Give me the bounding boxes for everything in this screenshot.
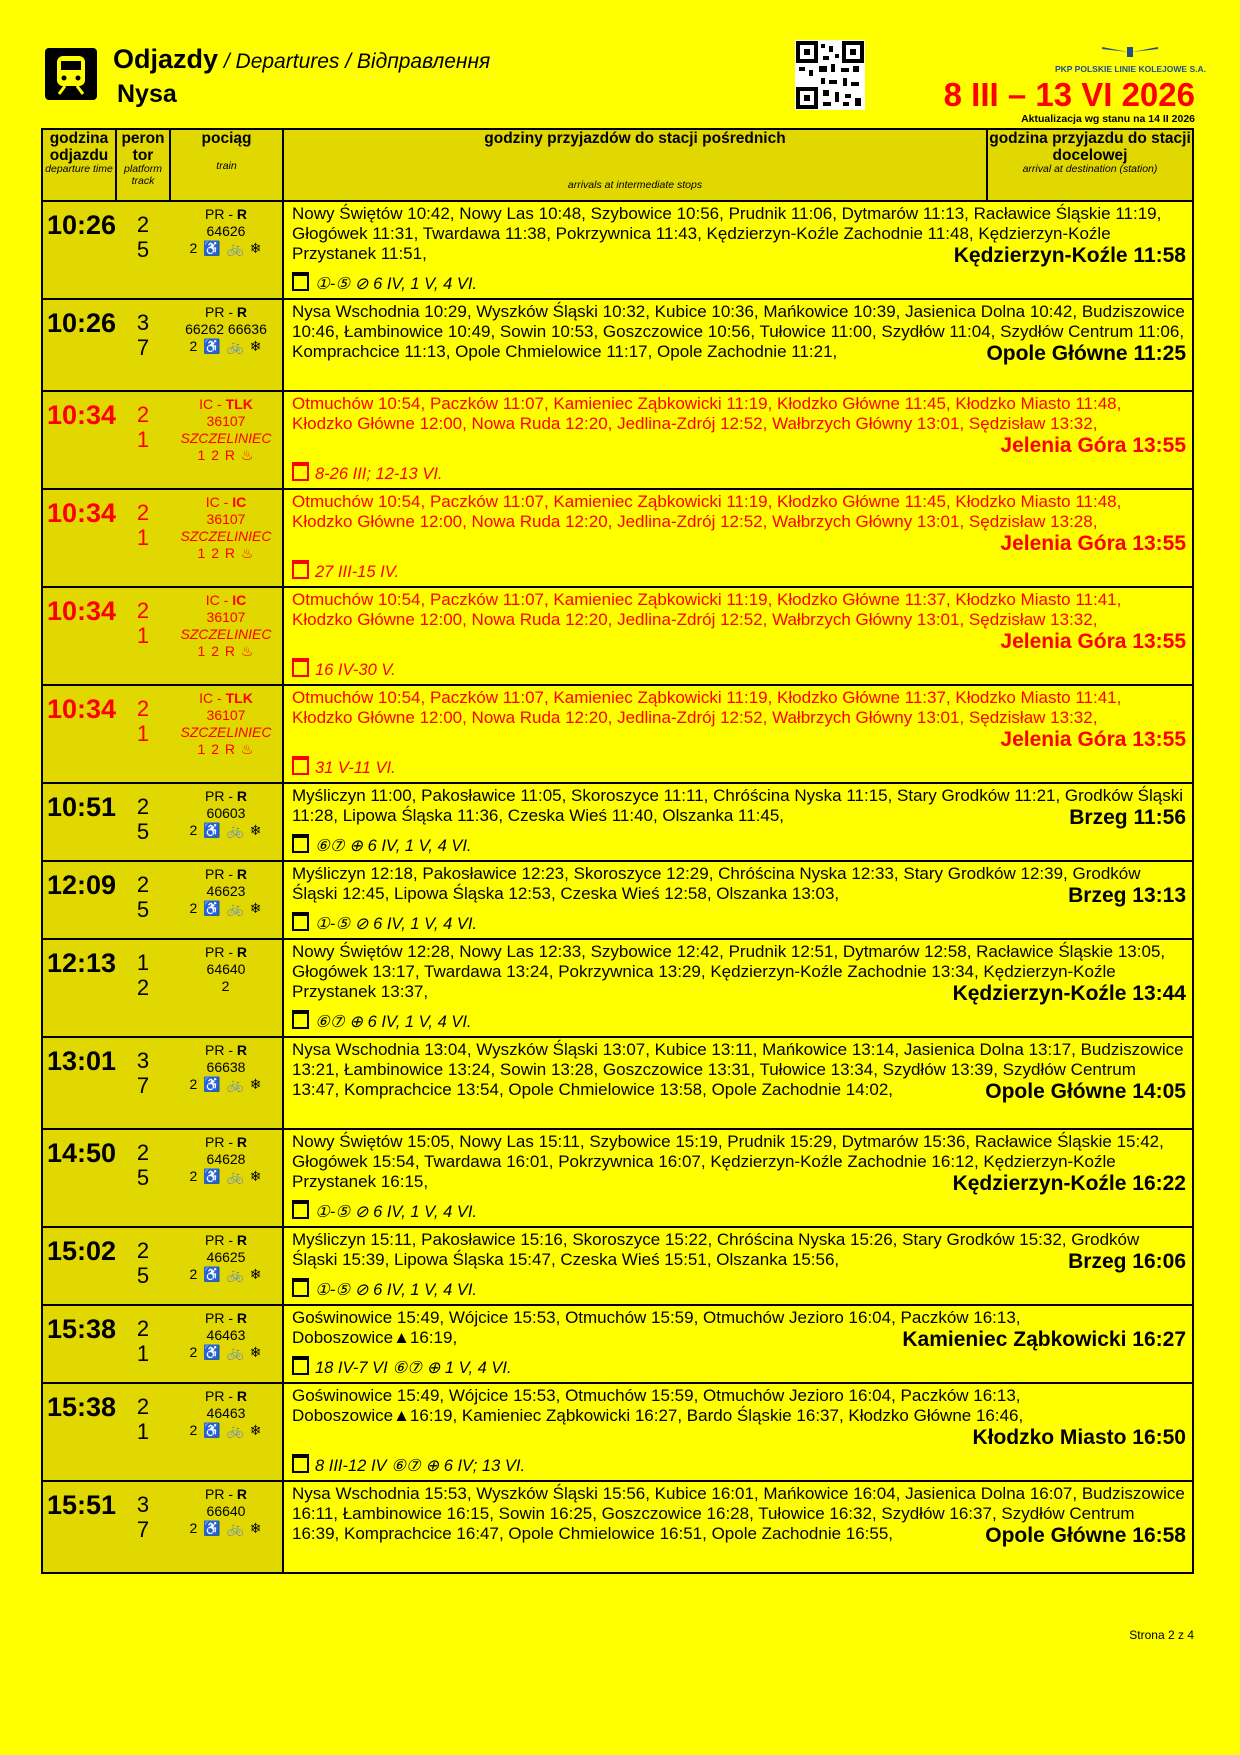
stops-cell: [283, 939, 1193, 1037]
departure-time: 13:01: [47, 1046, 117, 1076]
train-category: R: [236, 788, 248, 804]
train-cell: IC - IC 36107 SZCZELINIEC 1 2 R ♨: [170, 489, 283, 587]
departure-time: 15:38: [47, 1392, 117, 1422]
departure-time-cell: [42, 783, 116, 861]
train-number: 64628: [206, 1151, 246, 1167]
amenity-icons: 2: [221, 978, 231, 994]
departure-time-cell: [42, 1305, 116, 1383]
destination: Opole Główne 11:25: [986, 342, 1186, 365]
departure-time-cell: [42, 939, 116, 1037]
platform-number: 2: [136, 1140, 150, 1165]
train-cell: PR - R 60603 2 ♿ 🚲 ❄: [170, 783, 283, 861]
carrier: PR: [204, 1042, 225, 1058]
platform-number: 2: [136, 1316, 150, 1341]
col-stops: godziny przyjazdów do stacji pośrednich arrivals at intermediate stops: [283, 129, 987, 201]
train-name: SZCZELINIEC: [180, 626, 272, 642]
calendar-icon: [292, 462, 309, 481]
departure-time-cell: [42, 1481, 116, 1573]
track-number: 1: [136, 1419, 150, 1444]
train-name: SZCZELINIEC: [180, 724, 272, 740]
train-number: 64640: [206, 961, 246, 977]
operating-days: [292, 266, 1186, 294]
platform-cell: [116, 1129, 170, 1227]
operating-days: [292, 1350, 1186, 1378]
departure-row: [42, 299, 1193, 391]
carrier: PR: [204, 304, 225, 320]
carrier: PR: [204, 1232, 225, 1248]
stops-cell: [283, 1227, 1193, 1305]
amenity-icons: 1 2 R ♨: [197, 643, 255, 659]
destination: Jelenia Góra 13:55: [1000, 434, 1186, 457]
amenity-icons: 2 ♿ 🚲 ❄: [189, 240, 263, 256]
platform-cell: [116, 1305, 170, 1383]
platform-number: 3: [136, 310, 150, 335]
calendar-icon: [292, 912, 309, 931]
departure-row: [42, 861, 1193, 939]
amenity-icons: 2 ♿ 🚲 ❄: [189, 900, 263, 916]
intermediate-stops: Otmuchów 10:54, Paczków 11:07, Kamieniec Ząbkowicki 11:19, Kłodzko Główne 11:37, Kłodzko Miasto 11:41, Kłodzko Główne 12:00, Nowa Ruda 12:20, Jedlina-Zdrój 12:52, Wałbrzych Główny 13:01, Sędzisław 13:32,: [292, 590, 1122, 629]
departure-time: 10:34: [47, 400, 117, 430]
operating-days-text: 16 IV-30 V.: [315, 661, 396, 679]
calendar-icon: [292, 272, 309, 291]
train-number: 36107: [206, 609, 246, 625]
platform-cell: [116, 587, 170, 685]
carrier: IC: [199, 396, 214, 412]
train-number: 36107: [206, 511, 246, 527]
intermediate-stops: Nowy Świętów 15:05, Nowy Las 15:11, Szybowice 15:19, Prudnik 15:29, Dytmarów 15:36, Racławice Śląskie 15:42, Głogówek 15:54, Twardawa 16:01, Pokrzywnica 16:07, Kędzierzyn-Koźle Zachodnie 16:12, Kędzierzyn-Koźle Przystanek 16:15,: [292, 1132, 1164, 1191]
platform-cell: [116, 1383, 170, 1481]
track-number: 1: [136, 721, 150, 746]
train-category: R: [236, 944, 248, 960]
train-number: 66640: [206, 1503, 246, 1519]
train-category: R: [236, 206, 248, 222]
platform-cell: [116, 861, 170, 939]
departure-time: 15:51: [47, 1490, 117, 1520]
platform-number: 2: [136, 500, 150, 525]
operating-days: [292, 652, 1186, 680]
destination: Brzeg 13:13: [1068, 884, 1186, 907]
destination: Kłodzko Miasto 16:50: [972, 1426, 1186, 1449]
carrier: IC: [199, 690, 214, 706]
stops-cell: [283, 1037, 1193, 1129]
calendar-icon: [292, 1010, 309, 1029]
train-cell: PR - R 46625 2 ♿ 🚲 ❄: [170, 1227, 283, 1305]
departure-time: 12:13: [47, 948, 117, 978]
train-category: R: [236, 1486, 248, 1502]
departure-time-cell: [42, 1227, 116, 1305]
platform-cell: [116, 783, 170, 861]
operating-days-text: ⑥⑦ ⊕ 6 IV, 1 V, 4 VI.: [315, 1013, 472, 1031]
page-number: Strona 2 z 4: [1129, 1628, 1194, 1642]
intermediate-stops: Goświnowice 15:49, Wójcice 15:53, Otmuchów 15:59, Otmuchów Jezioro 16:04, Paczków 16:13, Doboszowice▲16:19, Kamieniec Ząbkowicki 16:27, Bardo Śląskie 16:37, Kłodzko Główne 16:46,: [292, 1386, 1024, 1425]
train-cell: PR - R 46623 2 ♿ 🚲 ❄: [170, 861, 283, 939]
track-number: 1: [136, 623, 150, 648]
train-category: R: [236, 1310, 248, 1326]
departure-time-cell: [42, 587, 116, 685]
destination: Brzeg 16:06: [1068, 1250, 1186, 1273]
calendar-icon: [292, 1200, 309, 1219]
platform-number: 2: [136, 794, 150, 819]
col-time: godzina odjazdu departure time: [42, 129, 116, 201]
platform-cell: [116, 1227, 170, 1305]
operating-days-text: 31 V-11 VI.: [315, 759, 396, 777]
stops-cell: [283, 201, 1193, 299]
train-category: IC: [232, 592, 247, 608]
operating-days-text: 27 III-15 IV.: [315, 563, 400, 581]
col-destination: godzina przyjazdu do stacji docelowej arrival at destination (station): [987, 129, 1193, 201]
destination: Jelenia Góra 13:55: [1000, 532, 1186, 555]
platform-cell: [116, 299, 170, 391]
destination: Kamieniec Ząbkowicki 16:27: [902, 1328, 1186, 1351]
stops-cell: [283, 783, 1193, 861]
operating-days: [292, 554, 1186, 582]
departure-time: 15:02: [47, 1236, 117, 1266]
train-name: SZCZELINIEC: [180, 430, 272, 446]
carrier: PR: [204, 1310, 225, 1326]
stops-cell: [283, 685, 1193, 783]
operating-days: [292, 828, 1186, 856]
stops-cell: [283, 1383, 1193, 1481]
destination: Opole Główne 14:05: [985, 1080, 1186, 1103]
departures-table: [41, 128, 1194, 1574]
departure-time: 10:26: [47, 308, 117, 338]
stops-cell: [283, 1129, 1193, 1227]
track-number: 5: [136, 897, 150, 922]
operating-days-text: ①-⑤ ⊘ 6 IV, 1 V, 4 VI.: [315, 1203, 478, 1221]
carrier: PR: [204, 866, 225, 882]
platform-number: 2: [136, 598, 150, 623]
track-number: 5: [136, 819, 150, 844]
operating-days-text: ①-⑤ ⊘ 6 IV, 1 V, 4 VI.: [315, 1281, 478, 1299]
train-cell: PR - R 66262 66636 2 ♿ 🚲 ❄: [170, 299, 283, 391]
departure-time-cell: [42, 299, 116, 391]
departure-row: [42, 1305, 1193, 1383]
platform-number: 2: [136, 402, 150, 427]
operating-days: [292, 456, 1186, 484]
train-number: 46463: [206, 1405, 246, 1421]
calendar-icon: [292, 756, 309, 775]
platform-number: 3: [136, 1492, 150, 1517]
intermediate-stops: Otmuchów 10:54, Paczków 11:07, Kamieniec Ząbkowicki 11:19, Kłodzko Główne 11:37, Kłodzko Miasto 11:41, Kłodzko Główne 12:00, Nowa Ruda 12:20, Jedlina-Zdrój 12:52, Wałbrzych Główny 13:01, Sędzisław 13:32,: [292, 688, 1122, 727]
calendar-icon: [292, 658, 309, 677]
departure-time-cell: [42, 201, 116, 299]
destination: Kędzierzyn-Koźle 11:58: [953, 244, 1186, 267]
departure-time: 10:34: [47, 498, 117, 528]
train-number: 66638: [206, 1059, 246, 1075]
departure-row: [42, 489, 1193, 587]
amenity-icons: 2 ♿ 🚲 ❄: [189, 1344, 263, 1360]
train-icon: [45, 48, 97, 100]
platform-number: 2: [136, 872, 150, 897]
departure-time: 10:34: [47, 596, 117, 626]
pkp-logo: PKP POLSKIE LINIE KOLEJOWE S.A.: [1055, 44, 1205, 74]
train-category: R: [236, 1042, 248, 1058]
track-number: 7: [136, 1073, 150, 1098]
operating-days-text: 8 III-12 IV ⑥⑦ ⊕ 6 IV; 13 VI.: [315, 1457, 526, 1475]
operating-days-text: 18 IV-7 VI ⑥⑦ ⊕ 1 V, 4 VI.: [315, 1359, 512, 1377]
platform-cell: [116, 685, 170, 783]
calendar-icon: [292, 560, 309, 579]
train-category: R: [236, 304, 248, 320]
carrier: IC: [205, 592, 220, 608]
calendar-icon: [292, 1356, 309, 1375]
stops-cell: [283, 489, 1193, 587]
operating-days: [292, 1194, 1186, 1222]
track-number: 5: [136, 1263, 150, 1288]
track-number: 1: [136, 427, 150, 452]
intermediate-stops: Myśliczyn 12:18, Pakosławice 12:23, Skoroszyce 12:29, Chróścina Nyska 12:33, Stary Grodków 12:39, Grodków Śląski 12:45, Lipowa Śląska 12:53, Czeska Wieś 12:58, Olszanka 13:03,: [292, 864, 1141, 903]
departure-time-cell: [42, 391, 116, 489]
train-cell: IC - TLK 36107 SZCZELINIEC 1 2 R ♨: [170, 391, 283, 489]
train-cell: PR - R 64626 2 ♿ 🚲 ❄: [170, 201, 283, 299]
stops-cell: [283, 391, 1193, 489]
platform-cell: [116, 1481, 170, 1573]
operating-days-text: ①-⑤ ⊘ 6 IV, 1 V, 4 VI.: [315, 275, 478, 293]
departure-time: 10:51: [47, 792, 117, 822]
operating-days: [292, 906, 1186, 934]
carrier: PR: [204, 788, 225, 804]
train-cell: PR - R 66640 2 ♿ 🚲 ❄: [170, 1481, 283, 1573]
amenity-icons: 1 2 R ♨: [197, 447, 255, 463]
departure-row: [42, 1227, 1193, 1305]
stops-cell: [283, 861, 1193, 939]
track-number: 7: [136, 1517, 150, 1542]
departure-row: [42, 1129, 1193, 1227]
train-category: R: [236, 1134, 248, 1150]
validity-period: 8 III – 13 VI 2026: [943, 76, 1195, 113]
train-number: 36107: [206, 707, 246, 723]
amenity-icons: 2 ♿ 🚲 ❄: [189, 1266, 263, 1282]
destination: Jelenia Góra 13:55: [1000, 728, 1186, 751]
platform-number: 2: [136, 696, 150, 721]
departure-time-cell: [42, 1037, 116, 1129]
amenity-icons: 2 ♿ 🚲 ❄: [189, 1076, 263, 1092]
train-category: TLK: [225, 690, 253, 706]
stops-cell: [283, 587, 1193, 685]
destination: Kędzierzyn-Koźle 13:44: [952, 982, 1186, 1005]
operating-days: [292, 750, 1186, 778]
amenity-icons: 2 ♿ 🚲 ❄: [189, 1168, 263, 1184]
departure-time-cell: [42, 1383, 116, 1481]
intermediate-stops: Nowy Świętów 10:42, Nowy Las 10:48, Szybowice 10:56, Prudnik 11:06, Dytmarów 11:13, Racławice Śląskie 11:19, Głogówek 11:31, Twardawa 11:38, Pokrzywnica 11:43, Kędzierzyn-Koźle Zachodnie 11:48, Kędzierzyn-Koźle Przystanek 11:51,: [292, 204, 1162, 263]
train-category: IC: [232, 494, 247, 510]
intermediate-stops: Otmuchów 10:54, Paczków 11:07, Kamieniec Ząbkowicki 11:19, Kłodzko Główne 11:45, Kłodzko Miasto 11:48, Kłodzko Główne 12:00, Nowa Ruda 12:20, Jedlina-Zdrój 12:52, Wałbrzych Główny 13:01, Sędzisław 13:28,: [292, 492, 1122, 531]
calendar-icon: [292, 1278, 309, 1297]
operating-days-text: ①-⑤ ⊘ 6 IV, 1 V, 4 VI.: [315, 915, 478, 933]
intermediate-stops: Otmuchów 10:54, Paczków 11:07, Kamieniec Ząbkowicki 11:19, Kłodzko Główne 11:45, Kłodzko Miasto 11:48, Kłodzko Główne 12:00, Nowa Ruda 12:20, Jedlina-Zdrój 12:52, Wałbrzych Główny 13:01, Sędzisław 13:32,: [292, 394, 1122, 433]
carrier: PR: [204, 1486, 225, 1502]
train-cell: PR - R 46463 2 ♿ 🚲 ❄: [170, 1383, 283, 1481]
stops-cell: [283, 1305, 1193, 1383]
departure-row: [42, 587, 1193, 685]
col-platform: peron tor platform track: [116, 129, 170, 201]
track-number: 2: [136, 975, 150, 1000]
departure-time: 15:38: [47, 1314, 117, 1344]
page-header: [45, 40, 1206, 130]
departure-row: [42, 1383, 1193, 1481]
operating-days-text: ⑥⑦ ⊕ 6 IV, 1 V, 4 VI.: [315, 837, 472, 855]
operating-days: [292, 1272, 1186, 1300]
departure-row: [42, 939, 1193, 1037]
train-number: 60603: [206, 805, 246, 821]
pkp-wings-icon: [1100, 44, 1160, 60]
platform-number: 2: [136, 1238, 150, 1263]
table-header: [42, 129, 1193, 201]
train-category: R: [236, 866, 248, 882]
track-number: 7: [136, 335, 150, 360]
intermediate-stops: Nysa Wschodnia 15:53, Wyszków Śląski 15:56, Kubice 16:01, Mańkowice 16:04, Jasienica Dolna 16:07, Budziszowice 16:11, Łambinowice 16:15, Sowin 16:25, Goszczowice 16:28, Tułowice 16:32, Szydłów 16:37, Szydłów Centrum 16:39, Komprachcice 16:47, Opole Chmielowice 16:51, Opole Zachodnie 16:55,: [292, 1484, 1185, 1543]
carrier: PR: [204, 206, 225, 222]
intermediate-stops: Nysa Wschodnia 10:29, Wyszków Śląski 10:32, Kubice 10:36, Mańkowice 10:39, Jasienica Dolna 10:42, Budziszowice 10:46, Łambinowice 10:49, Sowin 10:53, Goszczowice 10:56, Tułowice 11:00, Szydłów 11:04, Szydłów Centrum 11:06, Komprachcice 11:13, Opole Chmielowice 11:17, Opole Zachodnie 11:21,: [292, 302, 1185, 361]
page-title: Odjazdy / Departures / Відправлення: [113, 44, 491, 74]
amenity-icons: 1 2 R ♨: [197, 741, 255, 757]
departure-row: [42, 201, 1193, 299]
track-number: 5: [136, 237, 150, 262]
departure-row: [42, 685, 1193, 783]
track-number: 5: [136, 1165, 150, 1190]
carrier: PR: [204, 944, 225, 960]
intermediate-stops: Goświnowice 15:49, Wójcice 15:53, Otmuchów 15:59, Otmuchów Jezioro 16:04, Paczków 16:13, Doboszowice▲16:19,: [292, 1308, 1021, 1347]
operating-days: [292, 1004, 1186, 1032]
amenity-icons: 2 ♿ 🚲 ❄: [189, 338, 263, 354]
platform-number: 3: [136, 1048, 150, 1073]
train-number: 66262 66636: [185, 321, 267, 337]
train-category: TLK: [225, 396, 253, 412]
departure-row: [42, 391, 1193, 489]
amenity-icons: 2 ♿ 🚲 ❄: [189, 822, 263, 838]
train-cell: PR - R 64640 2: [170, 939, 283, 1037]
destination: Opole Główne 16:58: [985, 1524, 1186, 1547]
carrier: PR: [204, 1388, 225, 1404]
departure-time: 10:26: [47, 210, 117, 240]
update-note: Aktualizacja wg stanu na 14 II 2026: [1021, 113, 1195, 125]
calendar-icon: [292, 1454, 309, 1473]
platform-cell: [116, 489, 170, 587]
track-number: 1: [136, 525, 150, 550]
departure-time: 10:34: [47, 694, 117, 724]
track-number: 1: [136, 1341, 150, 1366]
platform-cell: [116, 201, 170, 299]
departure-time: 12:09: [47, 870, 117, 900]
departure-row: [42, 1037, 1193, 1129]
departure-time: 14:50: [47, 1138, 117, 1168]
amenity-icons: 2 ♿ 🚲 ❄: [189, 1422, 263, 1438]
train-number: 46463: [206, 1327, 246, 1343]
intermediate-stops: Myśliczyn 15:11, Pakosławice 15:16, Skoroszyce 15:22, Chróścina Nyska 15:26, Stary Grodków 15:32, Grodków Śląski 15:39, Lipowa Śląska 15:47, Czeska Wieś 15:51, Olszanka 15:56,: [292, 1230, 1140, 1269]
stops-cell: [283, 299, 1193, 391]
platform-number: 2: [136, 212, 150, 237]
operating-days-text: 8-26 III; 12-13 VI.: [315, 465, 443, 483]
intermediate-stops: Nysa Wschodnia 13:04, Wyszków Śląski 13:07, Kubice 13:11, Mańkowice 13:14, Jasienica Dolna 13:17, Budziszowice 13:21, Łambinowice 13:24, Sowin 13:28, Goszczowice 13:31, Tułowice 13:34, Szydłów 13:39, Szydłów Centrum 13:47, Komprachcice 13:54, Opole Chmielowice 13:58, Opole Zachodnie 14:02,: [292, 1040, 1184, 1099]
train-cell: IC - TLK 36107 SZCZELINIEC 1 2 R ♨: [170, 685, 283, 783]
destination: Kędzierzyn-Koźle 16:22: [952, 1172, 1186, 1195]
calendar-icon: [292, 834, 309, 853]
intermediate-stops: Myśliczyn 11:00, Pakosławice 11:05, Skoroszyce 11:11, Chróścina Nyska 11:15, Stary Grodków 11:21, Grodków Śląski 11:28, Lipowa Śląska 11:36, Czeska Wieś 11:40, Olszanka 11:45,: [292, 786, 1184, 825]
train-number: 64626: [206, 223, 246, 239]
stops-cell: [283, 1481, 1193, 1573]
platform-number: 1: [136, 950, 150, 975]
col-train: pociąg train: [170, 129, 283, 201]
qr-code: [795, 40, 865, 110]
train-cell: PR - R 46463 2 ♿ 🚲 ❄: [170, 1305, 283, 1383]
train-name: SZCZELINIEC: [180, 528, 272, 544]
amenity-icons: 1 2 R ♨: [197, 545, 255, 561]
train-cell: IC - IC 36107 SZCZELINIEC 1 2 R ♨: [170, 587, 283, 685]
train-cell: PR - R 66638 2 ♿ 🚲 ❄: [170, 1037, 283, 1129]
departure-time-cell: [42, 861, 116, 939]
carrier: PR: [204, 1134, 225, 1150]
departure-time-cell: [42, 489, 116, 587]
departure-time-cell: [42, 1129, 116, 1227]
operating-days: [292, 1448, 1186, 1476]
platform-number: 2: [136, 1394, 150, 1419]
platform-cell: [116, 391, 170, 489]
train-cell: PR - R 64628 2 ♿ 🚲 ❄: [170, 1129, 283, 1227]
amenity-icons: 2 ♿ 🚲 ❄: [189, 1520, 263, 1536]
platform-cell: [116, 1037, 170, 1129]
departure-row: [42, 783, 1193, 861]
departure-time-cell: [42, 685, 116, 783]
destination: Brzeg 11:56: [1069, 806, 1186, 829]
train-number: 36107: [206, 413, 246, 429]
carrier: IC: [205, 494, 220, 510]
station-name: Nysa: [117, 80, 177, 108]
train-number: 46623: [206, 883, 246, 899]
train-category: R: [236, 1388, 248, 1404]
intermediate-stops: Nowy Świętów 12:28, Nowy Las 12:33, Szybowice 12:42, Prudnik 12:51, Dytmarów 12:58, Racławice Śląskie 13:05, Głogówek 13:17, Twardawa 13:24, Pokrzywnica 13:29, Kędzierzyn-Koźle Zachodnie 13:34, Kędzierzyn-Koźle Przystanek 13:37,: [292, 942, 1166, 1001]
platform-cell: [116, 939, 170, 1037]
destination: Jelenia Góra 13:55: [1000, 630, 1186, 653]
departure-row: [42, 1481, 1193, 1573]
train-number: 46625: [206, 1249, 246, 1265]
train-category: R: [236, 1232, 248, 1248]
